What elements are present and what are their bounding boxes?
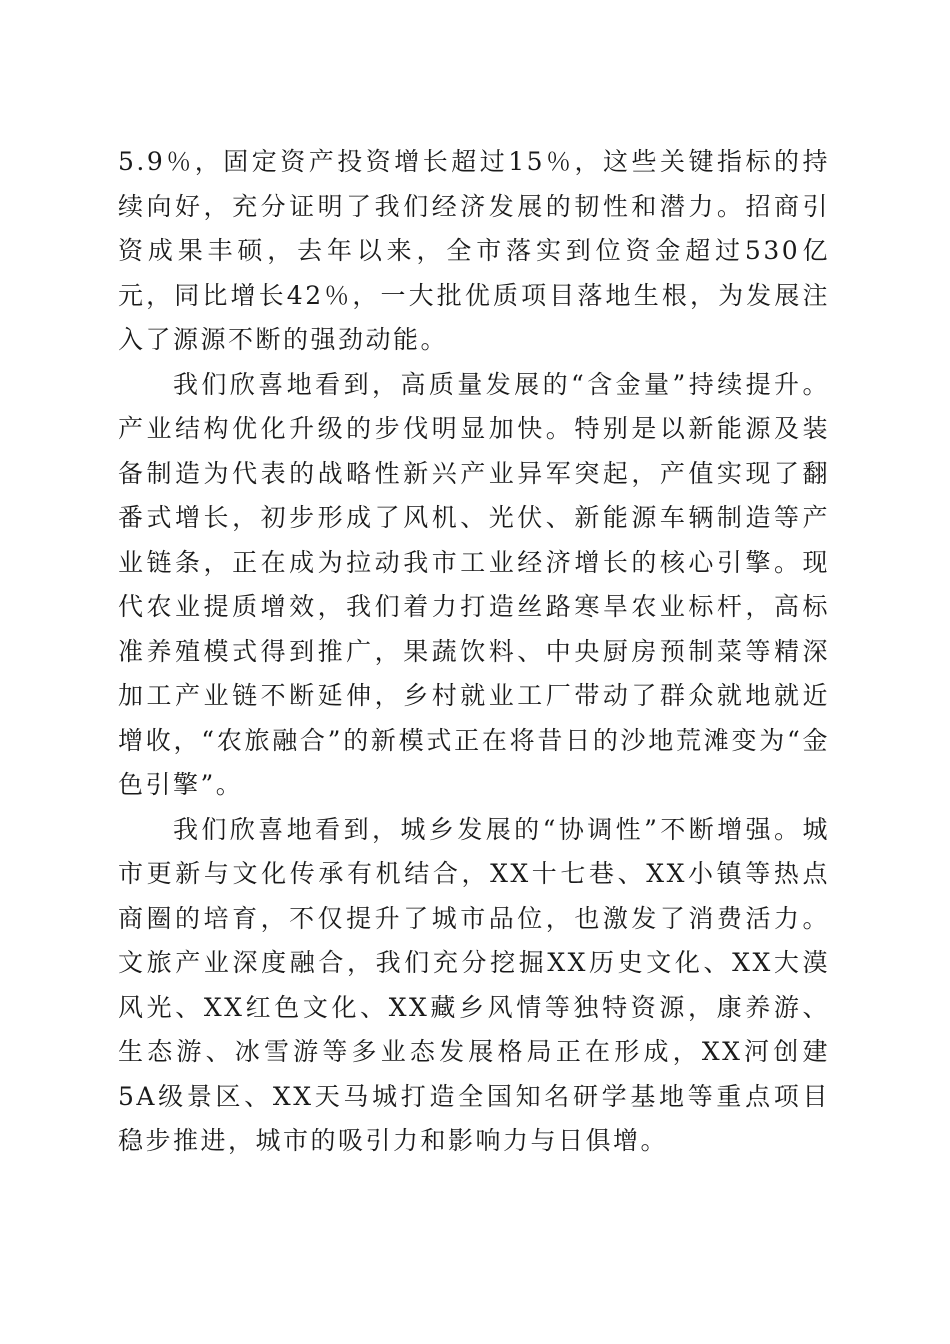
paragraph-continuation: 5.9％，固定资产投资增长超过15％，这些关键指标的持续向好，充分证明了我们经济发展的韧性和潜力。招商引资成果丰硕，去年以来，全市落实到位资金超过530亿元，同比增长42％，一大批优质项目落地生根，为发展注入了源源不断的强劲动能。 (118, 147, 830, 354)
document-body (118, 140, 830, 1164)
paragraph-urban-rural-coordination: 我们欣喜地看到，城乡发展的“协调性”不断增强。城市更新与文化传承有机结合，XX十七巷、XX小镇等热点商圈的培育，不仅提升了城市品位，也激发了消费活力。文旅产业深度融合，我们充分挖掘XX历史文化、XX大漠风光、XX红色文化、XX藏乡风情等独特资源，康养游、生态游、冰雪游等多业态发展格局正在形成，XX河创建5A级景区、XX天马城打造全国知名研学基地等重点项目稳步推进，城市的吸引力和影响力与日俱增。 (118, 814, 830, 1155)
paragraph-industry-quality: 我们欣喜地看到，高质量发展的“含金量”持续提升。产业结构优化升级的步伐明显加快。特别是以新能源及装备制造为代表的战略性新兴产业异军突起，产值实现了翻番式增长，初步形成了风机、光伏、新能源车辆制造等产业链条，正在成为拉动我市工业经济增长的核心引擎。现代农业提质增效，我们着力打造丝路寒旱农业标杆，高标准养殖模式得到推广，果蔬饮料、中央厨房预制菜等精深加工产业链不断延伸，乡村就业工厂带动了群众就地就近增收，“农旅融合”的新模式正在将昔日的沙地荒滩变为“金色引擎”。 (118, 369, 830, 799)
